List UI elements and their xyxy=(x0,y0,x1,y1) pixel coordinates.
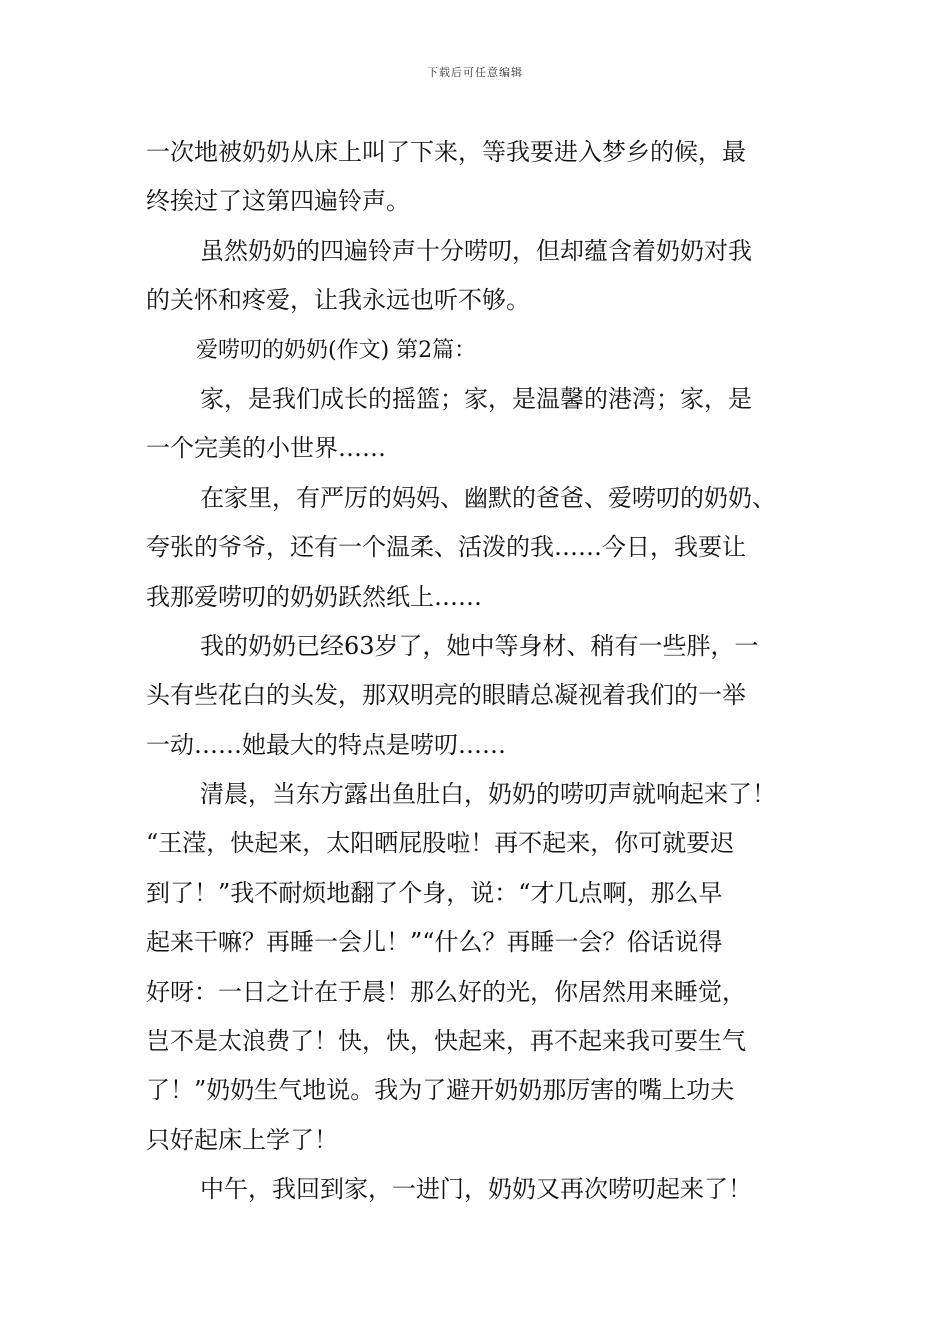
text-line: 起来干嘛？再睡一会儿！”“什么？再睡一会？俗话说得 xyxy=(146,928,723,957)
paragraph-start: 在家里，有严厉的妈妈、幽默的爸爸、爱唠叨的奶奶、 xyxy=(200,483,776,512)
text-line: 岂不是太浪费了！快，快，快起来，再不起来我可要生气 xyxy=(146,1027,746,1056)
text-line: 头有些花白的头发，那双明亮的眼睛总凝视着我们的一举 xyxy=(146,681,746,710)
text-line: 一次地被奶奶从床上叫了下来，等我要进入梦乡的候，最 xyxy=(146,138,746,166)
paragraph-start: 虽然奶奶的四遍铃声十分唠叨，但却蕴含着奶奶对我 xyxy=(200,236,752,265)
paragraph-start: 我的奶奶已经63岁了，她中等身材、稍有一些胖，一 xyxy=(200,631,759,660)
text-line: 到了！”我不耐烦地翻了个身，说：“才几点啊，那么早 xyxy=(146,878,723,907)
text-line: 一个完美的小世界…… xyxy=(146,434,386,463)
text-line: 只好起床上学了！ xyxy=(146,1125,338,1154)
text-line: 了！”奶奶生气地说。我为了避开奶奶那厉害的嘴上功夫 xyxy=(146,1076,735,1105)
text-line: 夸张的爷爷，还有一个温柔、活泼的我……今日，我要让 xyxy=(146,533,746,562)
paragraph-start: 中午，我回到家，一进门，奶奶又再次唠叨起来了！ xyxy=(200,1175,752,1204)
text-line: 我那爱唠叨的奶奶跃然纸上…… xyxy=(146,582,482,611)
page-header: 下载后可任意编辑 xyxy=(427,66,523,79)
text-line: 终挨过了这第四遍铃声。 xyxy=(146,187,410,216)
paragraph-start: 家，是我们成长的摇篮；家，是温馨的港湾；家，是 xyxy=(200,384,752,413)
text-line: 好呀：一日之计在于晨！那么好的光，你居然用来睡觉， xyxy=(146,977,746,1006)
text-line: 一动……她最大的特点是唠叨…… xyxy=(146,730,506,759)
section-title: 爱唠叨的奶奶(作文) 第2篇： xyxy=(196,337,477,363)
document-body xyxy=(146,128,846,1215)
text-line: 的关怀和疼爱，让我永远也听不够。 xyxy=(146,286,530,315)
paragraph-start: 清晨，当东方露出鱼肚白，奶奶的唠叨声就响起来了！ xyxy=(200,780,776,809)
text-line: “王滢，快起来，太阳晒屁股啦！再不起来，你可就要迟 xyxy=(146,829,735,858)
